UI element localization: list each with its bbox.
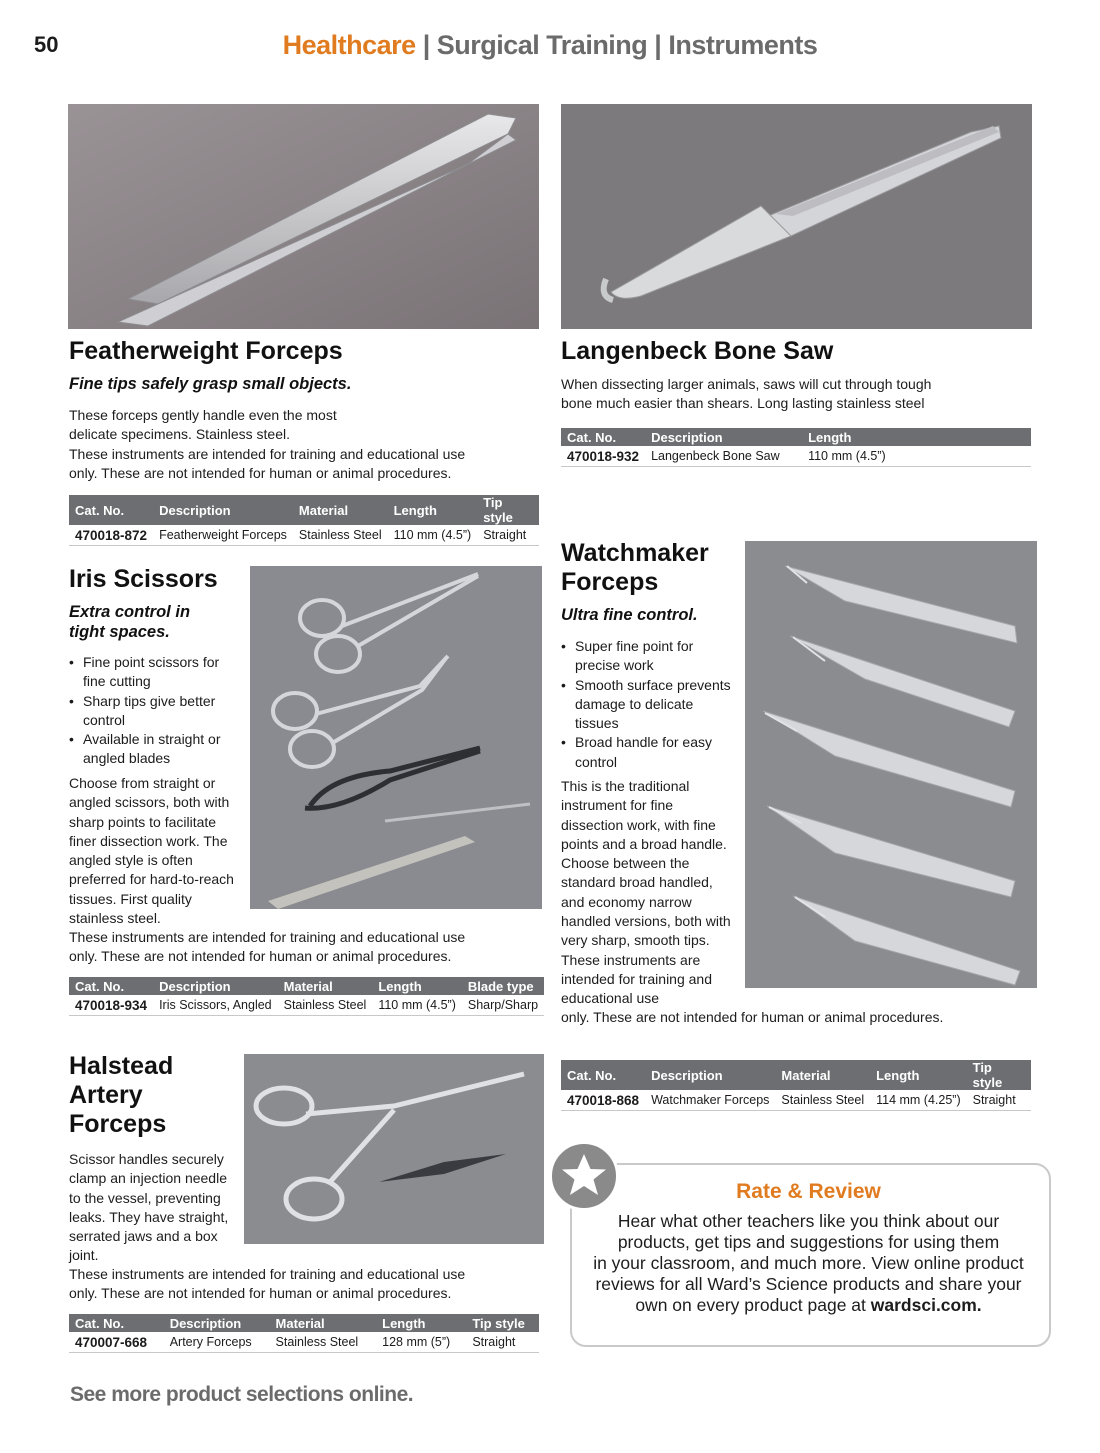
tip-style-cell: Straight [466,1332,539,1353]
iris-scissors-spec-table [69,977,544,1016]
col-blade-type: Blade type [462,977,544,995]
col-length: Length [870,1060,967,1090]
table-header-row [69,977,544,995]
halstead-spec-table [69,1314,539,1353]
watchmaker-body-tail: only. These are not intended for human or animal procedures. [561,1009,944,1025]
bone-saw-body: When dissecting larger animals, saws will cut through tough bone much easier than shears. Long lasting stainless steel [561,376,932,412]
iris-scissors-features [69,653,239,769]
bone-saw-title: Langenbeck Bone Saw [561,337,834,365]
list-item: • Available in straight or angled blades [69,730,239,769]
col-material: Material [278,977,373,995]
footer-text: See more product selections online. [70,1383,414,1406]
review-line: in your classroom, and much more. View online product [593,1253,1024,1273]
cat-no-cell: 470018-932 [561,446,645,467]
description-cell: Featherweight Forceps [153,525,293,546]
description-cell: Iris Scissors, Angled [153,995,278,1016]
header-category: Healthcare [282,30,416,60]
wardsci-link[interactable]: wardsci.com. [870,1295,982,1315]
table-header-row [561,428,1031,446]
col-length: Length [372,977,462,995]
watchmaker-body: This is the traditional instrument for fine dissection work, with fine points and a broad handle. Choose between the standard broad handled, and economy narrow handled versions, both with very sharp, smooth tips. These instruments are intended for training and educational use [561,778,731,1007]
review-line: reviews for all Ward’s Science products and share your [595,1274,1022,1294]
review-line-prefix: own on every product page at [635,1295,871,1315]
length-cell: 114 mm (4.25”) [870,1090,967,1111]
col-length: Length [388,495,478,525]
list-item: • Broad handle for easy control [561,733,739,772]
material-cell: Stainless Steel [270,1332,377,1353]
col-material: Material [293,495,388,525]
featherweight-title: Featherweight Forceps [69,337,343,365]
page-header [0,30,1100,61]
col-description: Description [153,977,278,995]
col-cat-no: Cat. No. [561,1060,645,1090]
table-row [69,1332,539,1353]
halstead-title-line2: Artery [69,1081,143,1109]
header-section: Surgical Training [436,30,648,60]
list-item: • Sharp tips give better control [69,692,239,731]
watchmaker-spec-table [561,1060,1031,1111]
halstead-title-line1: Halstead [69,1052,174,1080]
cat-no-cell: 470007-668 [69,1332,164,1353]
col-description: Description [164,1314,270,1332]
col-description: Description [645,428,802,446]
table-row [69,995,544,1016]
header-sep-1: | [415,30,437,60]
watchmaker-features [561,637,739,772]
watchmaker-title [561,539,709,597]
list-item: • Smooth surface prevents damage to delicate tissues [561,676,739,734]
featherweight-forceps-photo [68,104,539,329]
col-cat-no: Cat. No. [561,428,645,446]
col-cat-no: Cat. No. [69,977,153,995]
col-length: Length [802,428,1031,446]
list-item: • Fine point scissors for fine cutting [69,653,239,692]
iris-scissors-title: Iris Scissors [69,565,218,593]
table-row [561,446,1031,467]
header-sep-2: | [647,30,669,60]
watchmaker-forceps-photo [745,541,1037,988]
cat-no-cell: 470018-868 [561,1090,645,1111]
review-line: Hear what other teachers like you think about our [617,1211,1000,1231]
halstead-body: Scissor handles securely clamp an injection needle to the vessel, preventing leaks. They have straight, serrated jaws and a box joint. [69,1151,229,1264]
material-cell: Stainless Steel [278,995,373,1016]
watchmaker-title-line1: Watchmaker [561,539,709,567]
col-tip-style: Tip style [466,1314,539,1332]
review-title: Rate & Review [736,1180,881,1203]
tip-style-cell: Straight [967,1090,1031,1111]
header-subsection: Instruments [668,30,818,60]
iris-scissors-disclaimer: These instruments are intended for training and educational use only. These are not intended for human or animal procedures. [69,929,466,965]
bone-saw-photo [561,104,1032,329]
table-row [561,1090,1031,1111]
iris-scissors-body: Choose from straight or angled scissors, both with sharp points to facilitate finer dissection work. The angled style is often preferred for hard-to-reach tissues. First quality stainless steel. [69,775,234,927]
featherweight-spec-table [69,495,539,546]
watchmaker-title-line2: Forceps [561,568,659,596]
material-cell: Stainless Steel [293,525,388,546]
iris-scissors-photo [250,566,542,909]
halstead-title-line3: Forceps [69,1110,167,1138]
featherweight-body: These forceps gently handle even the most delicate specimens. Stainless steel. [69,407,337,443]
table-header-row [69,1314,539,1332]
review-line: products, get tips and suggestions for using them [617,1232,1000,1252]
length-cell: 110 mm (4.5”) [372,995,462,1016]
table-row [69,525,539,546]
col-cat-no: Cat. No. [69,495,153,525]
halstead-disclaimer: These instruments are intended for training and educational use only. These are not intended for human or animal procedures. [69,1266,466,1302]
length-cell: 110 mm (4.5”) [802,446,1031,467]
description-cell: Artery Forceps [164,1332,270,1353]
blade-type-cell: Sharp/Sharp [462,995,544,1016]
col-material: Material [775,1060,870,1090]
col-description: Description [153,495,293,525]
col-length: Length [376,1314,466,1332]
iris-scissors-tagline: Extra control in tight spaces. [69,603,191,641]
length-cell: 110 mm (4.5”) [388,525,478,546]
cat-no-cell: 470018-934 [69,995,153,1016]
col-description: Description [645,1060,775,1090]
watchmaker-tagline: Ultra fine control. [561,606,698,624]
artery-forceps-photo [244,1054,544,1244]
review-line [570,1295,1047,1316]
col-material: Material [270,1314,377,1332]
table-header-row [561,1060,1031,1090]
page-number: 50 [34,32,59,57]
material-cell: Stainless Steel [775,1090,870,1111]
length-cell: 128 mm (5”) [376,1332,466,1353]
review-text [570,1211,1047,1316]
description-cell: Watchmaker Forceps [645,1090,775,1111]
cat-no-cell: 470018-872 [69,525,153,546]
featherweight-tagline: Fine tips safely grasp small objects. [69,375,352,393]
col-cat-no: Cat. No. [69,1314,164,1332]
halstead-title [69,1052,173,1139]
tip-style-cell: Straight [477,525,539,546]
table-header-row [69,495,539,525]
featherweight-disclaimer: These instruments are intended for training and educational use only. These are not intended for human or animal procedures. [69,446,466,482]
col-tip-style: Tip style [477,495,539,525]
description-cell: Langenbeck Bone Saw [645,446,802,467]
col-tip-style: Tip style [967,1060,1031,1090]
bone-saw-spec-table [561,428,1031,467]
list-item: • Super fine point for precise work [561,637,739,676]
